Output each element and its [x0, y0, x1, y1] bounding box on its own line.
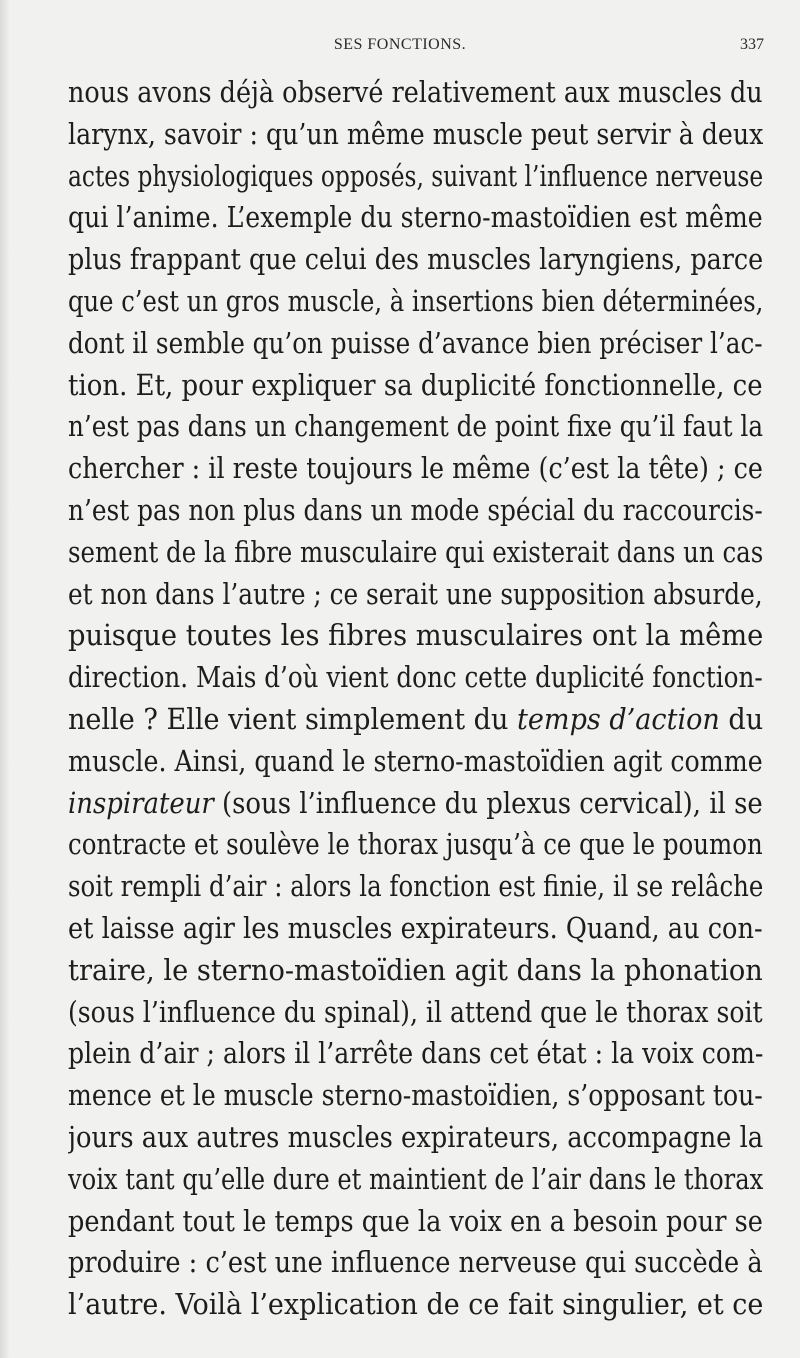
text-line: soit rempli d’air : alors la fonction est finie, il se relâche	[68, 869, 763, 904]
italic-term: inspirateur	[68, 785, 214, 820]
text-line: l’autre. Voilà l’explication de ce fait singulier, et ce	[68, 1287, 763, 1322]
text-line: actes physiologiques opposés, suivant l’influence nerveuse	[68, 158, 763, 193]
text-line: nous avons déjà observé relativement aux muscles du	[68, 75, 763, 109]
text-line-with-italic	[68, 699, 763, 741]
text-line: traire, le sterno-mastoïdien agit dans la phonation	[68, 952, 763, 987]
text-line: n’est pas dans un changement de point fixe qu’il faut la	[68, 409, 763, 444]
page-number: 337	[740, 36, 764, 53]
text-line: contracte et soulève le thorax jusqu’à ce que le poumon	[68, 827, 763, 862]
text-line: (sous l’influence du spinal), il attend que le thorax soit	[68, 994, 763, 1029]
text-segment: du	[719, 701, 763, 736]
text-line: dont il semble qu’on puisse d’avance bien préciser l’ac-	[68, 325, 763, 360]
text-line: jours aux autres muscles expirateurs, accompagne la	[68, 1119, 763, 1154]
text-segment: (sous l’influence du plexus cervical), il se	[213, 785, 763, 820]
page-header	[0, 36, 800, 60]
text-line: plein d’air ; alors il l’arrête dans cet état : la voix com-	[68, 1036, 763, 1071]
text-line: produire : c’est une influence nerveuse qui succède à	[68, 1245, 763, 1280]
text-line-with-italic	[68, 783, 763, 825]
text-line: n’est pas non plus dans un mode spécial du raccourcis-	[68, 492, 763, 527]
text-line: mence et le muscle sterno-mastoïdien, s’opposant tou-	[68, 1078, 763, 1113]
text-line: voix tant qu’elle dure et maintient de l’air dans le thorax	[68, 1161, 763, 1196]
text-line: et laisse agir les muscles expirateurs. Quand, au con-	[68, 910, 763, 945]
text-line: plus frappant que celui des muscles laryngiens, parce	[68, 242, 763, 277]
text-line: puisque toutes les fibres musculaires ont la même	[68, 618, 763, 653]
text-segment: nelle ? Elle vient simplement du	[68, 701, 518, 736]
text-line: direction. Mais d’où vient donc cette duplicité fonction-	[68, 660, 763, 695]
text-line: chercher : il reste toujours le même (c’est la tête) ; ce	[68, 451, 763, 486]
running-head: SES FONCTIONS.	[333, 36, 467, 53]
text-line: et non dans l’autre ; ce serait une supposition absurde,	[68, 576, 763, 611]
text-line: muscle. Ainsi, quand le sterno-mastoïdien agit comme	[68, 743, 763, 778]
text-line: qui l’anime. L’exemple du sterno-mastoïdien est même	[68, 200, 763, 235]
text-line: tion. Et, pour expliquer sa duplicité fonctionnelle, ce	[68, 367, 763, 402]
text-line: sement de la fibre musculaire qui existerait dans un cas	[68, 534, 763, 569]
italic-term: temps d’action	[517, 701, 720, 736]
text-line: pendant tout le temps que la voix en a besoin pour se	[68, 1203, 763, 1238]
text-line: larynx, savoir : qu’un même muscle peut servir à deux	[68, 116, 763, 151]
body-text	[68, 72, 763, 1326]
text-line: que c’est un gros muscle, à insertions bien déterminées,	[68, 283, 763, 318]
